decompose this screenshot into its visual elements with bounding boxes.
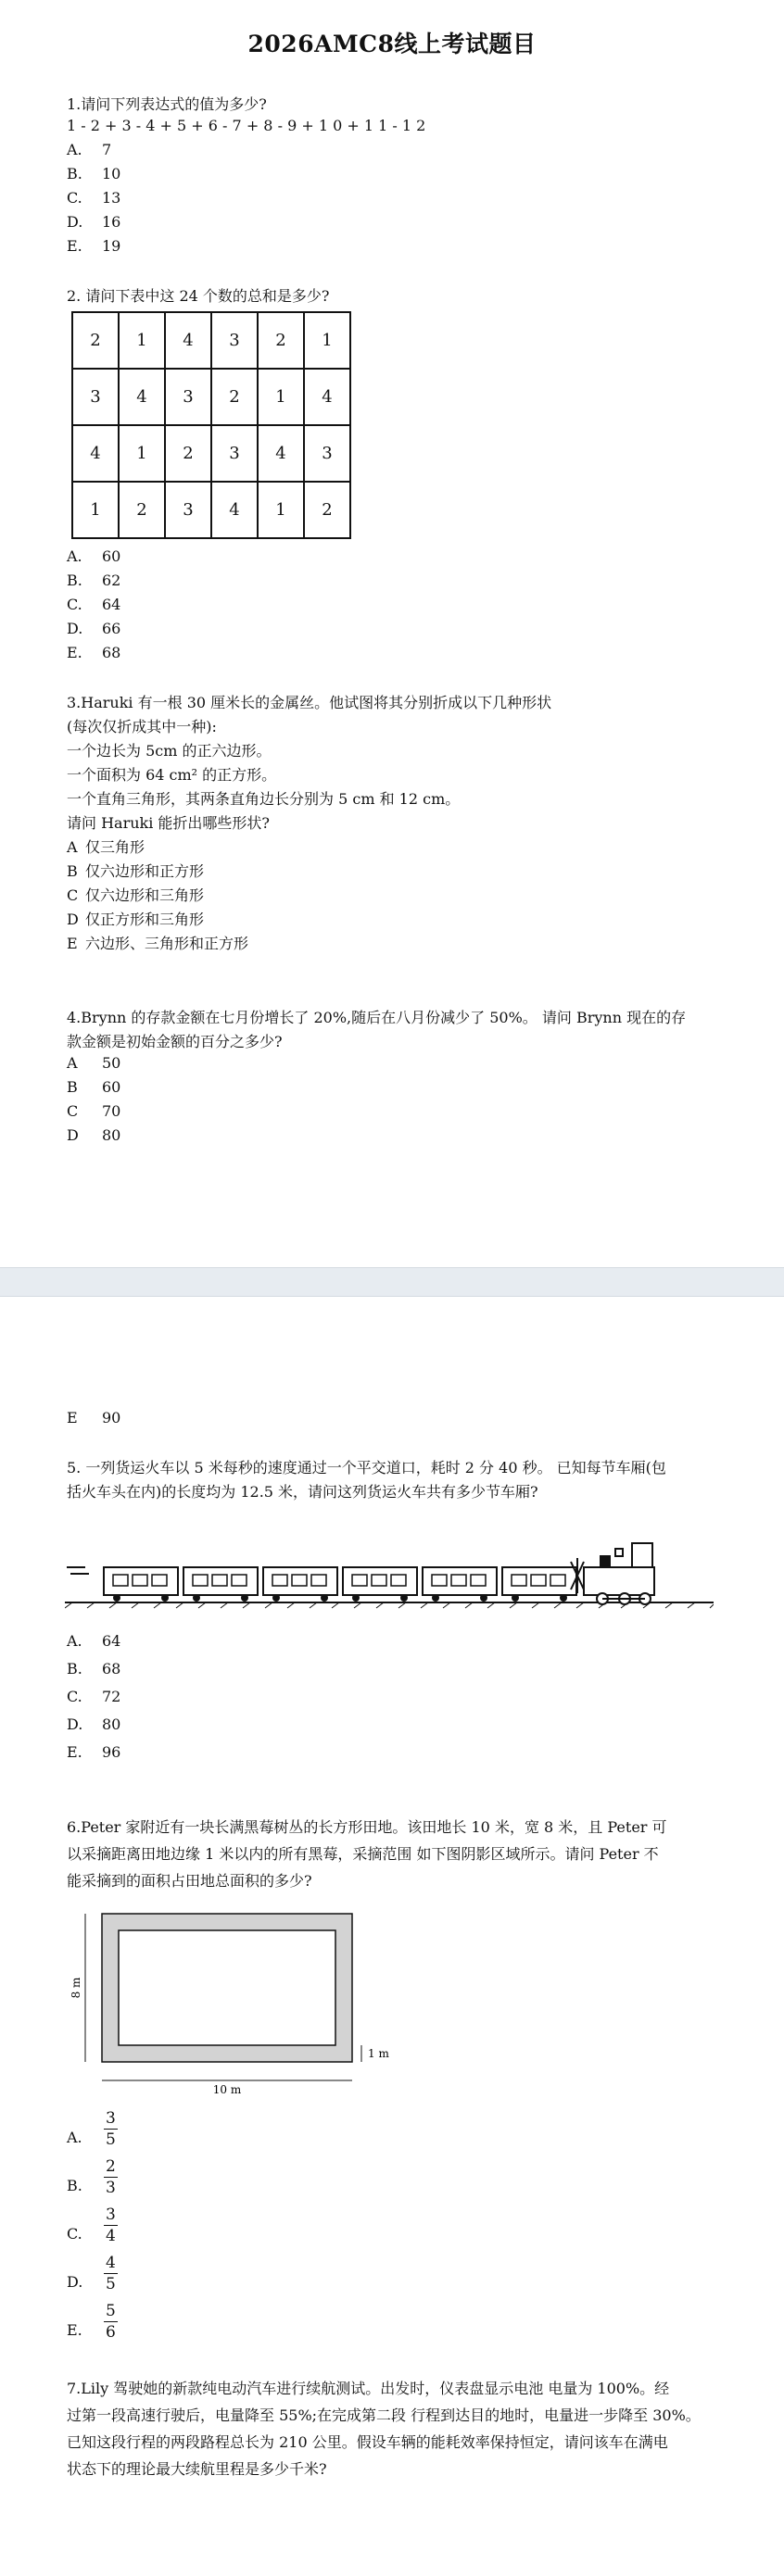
q4-line: 4.Brynn 的存款金额在七月份增长了 20%,随后在八月份减少了 50%。 请问 Brynn 现在的存	[67, 1009, 687, 1026]
q1-option-e: E. 19	[67, 237, 121, 255]
q5-option-b: B. 68	[67, 1660, 121, 1678]
figure-border-label: 1 m	[368, 2047, 389, 2060]
q5-option-c: C. 72	[67, 1688, 121, 1705]
q2-number-grid	[71, 311, 351, 539]
q7-line: 已知这段行程的两段路程总长为 210 公里。假设车辆的能耗效率保持恒定，请问该车在满电	[67, 2433, 668, 2451]
q2-option-a: A. 60	[67, 547, 121, 565]
q3-line: 一个面积为 64 cm² 的正方形。	[67, 766, 277, 784]
q4-option-a: A 50	[67, 1054, 121, 1072]
q3-line: 一个边长为 5cm 的正六边形。	[67, 742, 272, 760]
grid-cell: 1	[304, 312, 350, 369]
grid-cell: 3	[165, 482, 211, 538]
figure-width-label: 8 m	[70, 1977, 82, 1999]
q6-option-b-letter: B.	[67, 2177, 82, 2194]
grid-cell: 4	[72, 425, 119, 482]
q1-option-d: D. 16	[67, 213, 121, 231]
grid-cell: 2	[211, 369, 258, 425]
q7-line: 过第一段高速行驶后，电量降至 55%;在完成第二段 行程到达目的地时，电量进一步降至 30%。	[67, 2406, 701, 2424]
figure-length-label: 10 m	[212, 2083, 242, 2096]
q4-option-d: D 80	[67, 1126, 121, 1144]
q2-option-e: E. 68	[67, 644, 121, 661]
q2-option-c: C. 64	[67, 596, 121, 613]
q4-line: 款金额是初始金额的百分之多少?	[67, 1033, 283, 1050]
q6-option-e-letter: E.	[67, 2321, 82, 2339]
grid-cell: 4	[119, 369, 165, 425]
q6-option-a-letter: A.	[67, 2129, 82, 2146]
q5-line: 5. 一列货运火车以 5 米每秒的速度通过一个平交道口，耗时 2 分 40 秒。 已知每节车厢(包	[67, 1459, 666, 1476]
q6-option-c-fraction: $\frac{3}{4}$	[106, 2205, 116, 2245]
q1-expression: 1 - 2 + 3 - 4 + 5 + 6 - 7 + 8 - 9 + 1 0 + 1 1 - 1 2	[67, 117, 426, 134]
q6-option-b-fraction: $\frac{2}{3}$	[106, 2157, 116, 2197]
grid-cell: 2	[72, 312, 119, 369]
grid-row	[72, 312, 350, 369]
grid-cell: 1	[119, 312, 165, 369]
grid-cell: 2	[304, 482, 350, 538]
grid-cell: 2	[119, 482, 165, 538]
q2-option-d: D. 66	[67, 620, 121, 637]
grid-cell: 2	[258, 312, 304, 369]
q1-option-a: A. 7	[67, 141, 112, 158]
q3-line: 请问 Haruki 能折出哪些形状?	[67, 814, 271, 832]
grid-cell: 4	[211, 482, 258, 538]
q4-option-e: E 90	[67, 1409, 121, 1426]
grid-cell: 1	[258, 482, 304, 538]
page-title: 2026AMC8线上考试题目	[247, 31, 537, 57]
grid-cell: 3	[211, 312, 258, 369]
page-break	[0, 1267, 784, 1297]
q7-line: 状态下的理论最大续航里程是多少千米?	[67, 2460, 327, 2478]
grid-cell: 3	[304, 425, 350, 482]
grid-cell: 3	[211, 425, 258, 482]
q6-line: 能采摘到的面积占田地总面积的多少?	[67, 1872, 312, 1890]
field-figure	[67, 1908, 400, 2103]
grid-cell: 4	[304, 369, 350, 425]
q3-option-e: E 六边形、三角形和正方形	[67, 935, 249, 952]
q5-line: 括火车头在内)的长度均为 12.5 米，请问这列货运火车共有多少节车厢?	[67, 1483, 538, 1501]
q6-option-a-fraction: $\frac{3}{5}$	[106, 2109, 116, 2149]
grid-cell: 4	[258, 425, 304, 482]
grid-cell: 1	[119, 425, 165, 482]
grid-row	[72, 369, 350, 425]
grid-cell: 3	[72, 369, 119, 425]
grid-cell: 3	[165, 369, 211, 425]
q3-option-a: A 仅三角形	[67, 838, 145, 856]
q6-option-d-letter: D.	[67, 2273, 83, 2291]
q6-option-e-fraction: $\frac{5}{6}$	[106, 2302, 116, 2342]
grid-row	[72, 425, 350, 482]
q6-line: 6.Peter 家附近有一块长满黑莓树丛的长方形田地。该田地长 10 米，宽 8 米，且 Peter 可	[67, 1818, 667, 1836]
grid-cell: 2	[165, 425, 211, 482]
q5-option-d: D. 80	[67, 1715, 121, 1733]
q3-option-d: D 仅正方形和三角形	[67, 911, 205, 928]
q2-option-b: B. 62	[67, 572, 121, 589]
q3-option-b: B 仅六边形和正方形	[67, 862, 205, 880]
train-illustration	[65, 1528, 714, 1621]
q3-line: 3.Haruki 有一根 30 厘米长的金属丝。他试图将其分别折成以下几种形状	[67, 694, 552, 711]
grid-cell: 1	[258, 369, 304, 425]
q6-option-c-letter: C.	[67, 2225, 82, 2243]
q1-option-b: B. 10	[67, 165, 121, 182]
q7-line: 7.Lily 驾驶她的新款纯电动汽车进行续航测试。出发时，仪表盘显示电池 电量为 100%。经	[67, 2380, 670, 2397]
q3-line: 一个直角三角形，其两条直角边长分别为 5 cm 和 12 cm。	[67, 790, 461, 808]
grid-row	[72, 482, 350, 538]
q5-option-e: E. 96	[67, 1743, 121, 1761]
grid-cell: 4	[165, 312, 211, 369]
q3-line: (每次仅折成其中一种):	[67, 718, 217, 735]
q6-line: 以采摘距离田地边缘 1 米以内的所有黑莓，采摘范围 如下图阴影区域所示。请问 Peter 不	[67, 1845, 659, 1863]
q2-stem: 2. 请问下表中这 24 个数的总和是多少?	[67, 287, 330, 305]
q6-option-d-fraction: $\frac{4}{5}$	[106, 2254, 116, 2293]
q4-option-c: C 70	[67, 1102, 121, 1120]
q5-option-a: A. 64	[67, 1632, 121, 1650]
q1-stem: 1.请问下列表达式的值为多少?	[67, 95, 267, 113]
q4-option-b: B 60	[67, 1078, 121, 1096]
q3-option-c: C 仅六边形和三角形	[67, 886, 205, 904]
q1-option-c: C. 13	[67, 189, 121, 207]
grid-cell: 1	[72, 482, 119, 538]
